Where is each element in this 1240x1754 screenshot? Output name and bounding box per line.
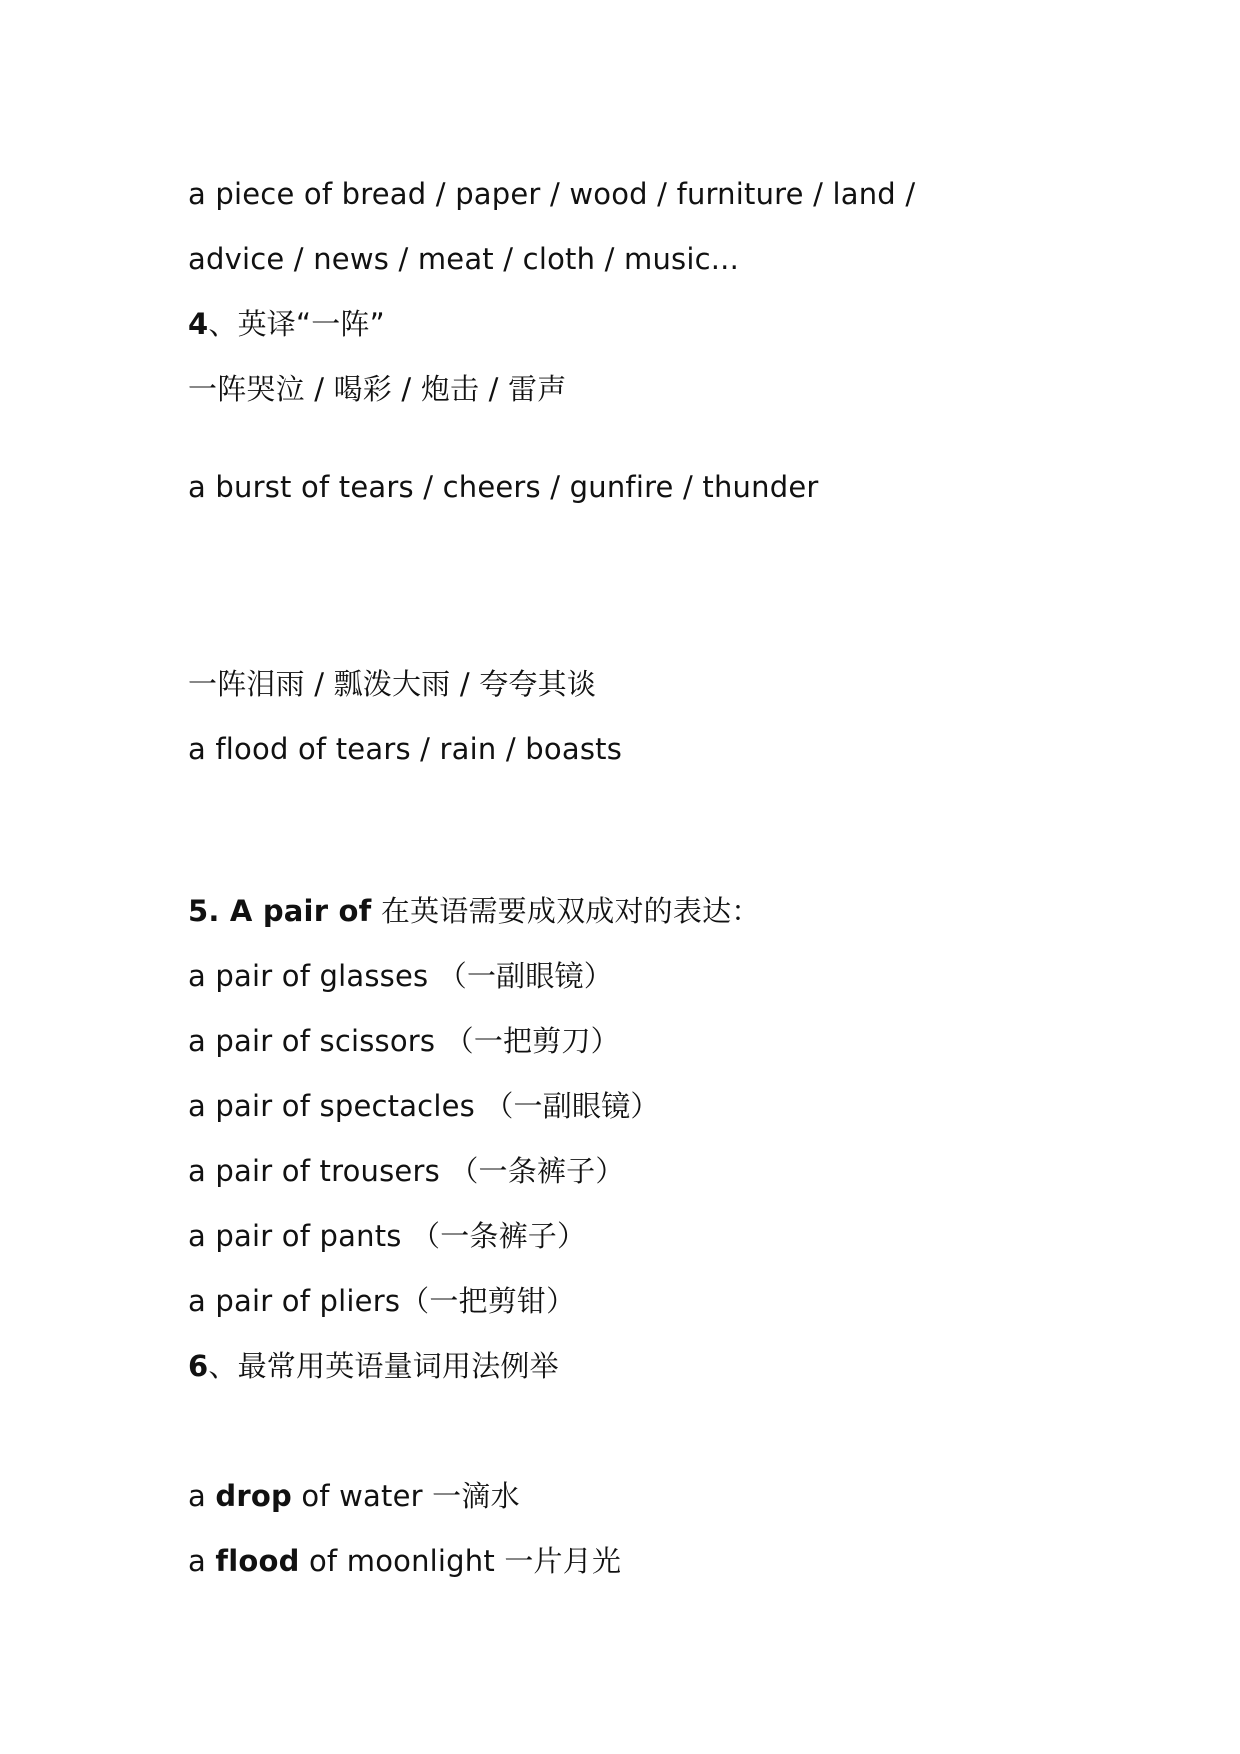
text-line-pair-trousers: a pair of trousers （一条裤子） — [188, 1154, 625, 1188]
heading-6-text: 、最常用英语量词用法例举 — [208, 1349, 559, 1383]
example-flood-of-moonlight — [188, 1541, 621, 1581]
heading-5 — [188, 891, 760, 931]
example-drop-of-water — [188, 1476, 520, 1516]
example-measure-word: drop — [215, 1479, 292, 1513]
example-rest: of moonlight 一片月光 — [299, 1544, 622, 1578]
text-line-burst-of: a burst of tears / cheers / gunfire / thunder — [188, 470, 819, 504]
heading-4-number: 4 — [188, 307, 209, 341]
example-article: a — [188, 1479, 216, 1513]
text-line-pair-scissors: a pair of scissors （一把剪刀） — [188, 1024, 620, 1058]
heading-6 — [188, 1346, 559, 1386]
heading-6-number: 6 — [188, 1349, 209, 1383]
example-article: a — [188, 1544, 216, 1578]
text-line-yizhen-chinese: 一阵哭泣 / 喝彩 / 炮击 / 雷声 — [188, 372, 567, 406]
heading-5-bold: 5. A pair of — [188, 894, 372, 928]
example-rest: of water 一滴水 — [291, 1479, 520, 1513]
text-line-pair-glasses: a pair of glasses （一副眼镜） — [188, 959, 613, 993]
heading-4-text: 、英译“一阵” — [208, 307, 385, 341]
text-line-leiyu-chinese: 一阵泪雨 / 瓢泼大雨 / 夸夸其谈 — [188, 667, 597, 701]
text-line-pair-spectacles: a pair of spectacles （一副眼镜） — [188, 1089, 660, 1123]
text-line-flood-of: a flood of tears / rain / boasts — [188, 732, 623, 766]
example-measure-word: flood — [215, 1544, 300, 1578]
heading-4 — [188, 304, 385, 344]
text-line-piece-of: a piece of bread / paper / wood / furniture / land / — [188, 177, 916, 211]
text-line-uncountables: advice / news / meat / cloth / music... — [188, 242, 739, 276]
text-line-pair-pliers: a pair of pliers（一把剪钳） — [188, 1284, 576, 1318]
heading-5-text: 在英语需要成双成对的表达： — [371, 894, 761, 928]
text-line-pair-pants: a pair of pants （一条裤子） — [188, 1219, 587, 1253]
